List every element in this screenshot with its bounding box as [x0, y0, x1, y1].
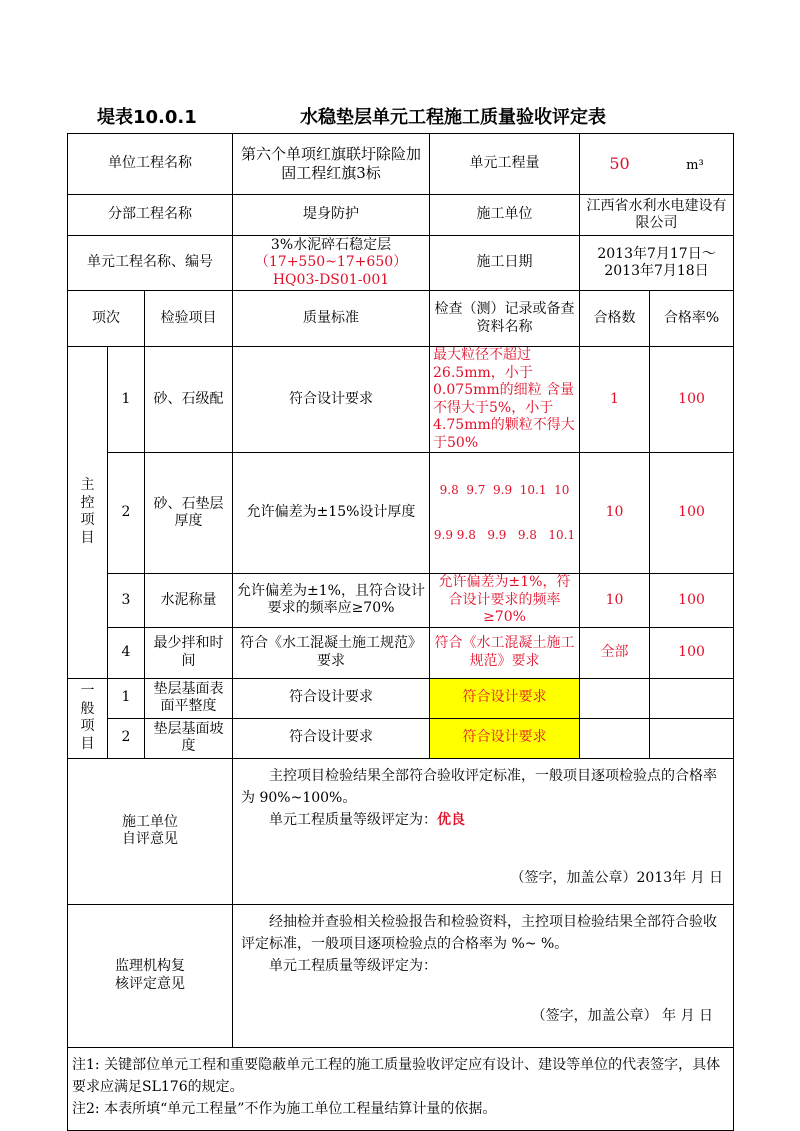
col-pass-count: 合格数 [580, 291, 650, 347]
row-item: 水泥称量 [145, 574, 233, 628]
record-values-line1: 9.8 9.7 9.9 10.1 10 [439, 483, 570, 497]
notes-cell [68, 1047, 734, 1130]
row-no: 1 [108, 347, 145, 453]
row-record: 符合《水工混凝土施工规范》要求 [430, 627, 580, 678]
table-row [68, 347, 734, 453]
row-count: 1 [580, 347, 650, 453]
row-standard: 符合设计要求 [233, 347, 430, 453]
contractor-grade-prefix: 单元工程质量等级评定为： [269, 811, 438, 828]
element-range: （17+550~17+650） [254, 254, 408, 271]
col-quality-standard: 质量标准 [233, 291, 430, 347]
element-code: HQ03-DS01-001 [272, 271, 390, 288]
row-item: 垫层基面表面平整度 [145, 678, 233, 718]
row-record: 允许偏差为±1%，符合设计要求的频率≥70% [430, 574, 580, 628]
main-control-label: 主控项目 [68, 347, 108, 679]
element-value [233, 236, 430, 291]
row-count [580, 718, 650, 758]
supervisor-grade-line: 单元工程质量等级评定为： [269, 957, 438, 974]
contractor-grade-value: 优良 [437, 811, 466, 828]
row-standard: 允许偏差为±15%设计厚度 [233, 453, 430, 574]
supervisor-opinion-label-line1: 监理机构复 [115, 958, 185, 974]
table-row [68, 453, 734, 574]
contractor-signature: （签字，加盖公章）2013年 月 日 [510, 869, 724, 886]
form-code: 堤表10.0.1 [97, 107, 197, 128]
contractor-value: 江西省水利水电建设有限公司 [580, 195, 734, 236]
row-record: 符合设计要求 [430, 718, 580, 758]
date-value: 2013年7月17日～2013年7月18日 [580, 236, 734, 291]
row-no: 1 [108, 678, 145, 718]
row-rate [650, 718, 734, 758]
row-item: 砂、石垫层厚度 [145, 453, 233, 574]
row-rate [650, 678, 734, 718]
contractor-grade-line [241, 809, 725, 831]
row-division [68, 195, 734, 236]
row-no: 3 [108, 574, 145, 628]
row-notes [68, 1047, 734, 1130]
row-record: 最大粒径不超过26.5mm，小于0.075mm的细粒 含量不得大于5%，小于4.75mm的颗粒不得大于50% [430, 347, 580, 453]
row-record: 符合设计要求 [430, 678, 580, 718]
row-rate: 100 [650, 453, 734, 574]
row-standard: 符合设计要求 [233, 678, 430, 718]
quantity-unit: m³ [686, 157, 704, 173]
row-standard: 符合《水工混凝土施工规范》要求 [233, 627, 430, 678]
row-count: 10 [580, 574, 650, 628]
row-record [430, 453, 580, 574]
row-no: 4 [108, 627, 145, 678]
supervisor-opinion-label-line2: 核评定意见 [115, 975, 185, 992]
record-values-line2: 9.9 9.8 9.9 9.8 10.1 [433, 528, 576, 542]
division-label: 分部工程名称 [68, 195, 233, 236]
quality-evaluation-table [67, 133, 734, 1131]
row-rate: 100 [650, 627, 734, 678]
row-rate: 100 [650, 347, 734, 453]
supervisor-opinion-body [233, 904, 734, 1047]
column-header-row [68, 291, 734, 347]
quantity-value: 50 [609, 153, 630, 173]
supervisor-signature: （签字，加盖公章） 年 月 日 [531, 1007, 714, 1024]
row-no: 2 [108, 718, 145, 758]
row-unit-project [68, 134, 734, 195]
col-pass-rate: 合格率% [650, 291, 734, 347]
table-row [68, 627, 734, 678]
col-records: 检查（测）记录或备查资料名称 [430, 291, 580, 347]
row-count: 全部 [580, 627, 650, 678]
date-label: 施工日期 [430, 236, 580, 291]
unit-project-label: 单位工程名称 [68, 134, 233, 195]
row-standard: 符合设计要求 [233, 718, 430, 758]
contractor-opinion-text: 主控项目检验结果全部符合验收评定标准，一般项目逐项检验点的合格率为 90%~100%。 [241, 767, 718, 806]
row-item: 最少拌和时间 [145, 627, 233, 678]
table-row [68, 718, 734, 758]
element-name: 3%水泥碎石稳定层 [270, 236, 392, 253]
row-item: 砂、石级配 [145, 347, 233, 453]
general-label: 一般项目 [68, 678, 108, 758]
supervisor-opinion-text: 经抽检并查验相关检验报告和检验资料，主控项目检验结果全部符合验收评定标准，一般项目逐项检验点的合格率为 %~ %。 [241, 913, 718, 952]
contractor-opinion-label [68, 758, 233, 904]
row-supervisor-opinion [68, 904, 734, 1047]
row-no: 2 [108, 453, 145, 574]
row-element [68, 236, 734, 291]
table-row [68, 574, 734, 628]
col-item-no: 项次 [68, 291, 145, 347]
row-item: 垫层基面坡度 [145, 718, 233, 758]
row-rate: 100 [650, 574, 734, 628]
row-standard: 允许偏差为±1%，且符合设计要求的频率应≥70% [233, 574, 430, 628]
table-row [68, 678, 734, 718]
supervisor-opinion-label [68, 904, 233, 1047]
quantity-label: 单元工程量 [430, 134, 580, 195]
unit-project-value: 第六个单项红旗联圩除险加固工程红旗3标 [233, 134, 430, 195]
contractor-opinion-body [233, 758, 734, 904]
element-label: 单元工程名称、编号 [68, 236, 233, 291]
row-contractor-opinion [68, 758, 734, 904]
row-count: 10 [580, 453, 650, 574]
contractor-opinion-label-line1: 施工单位 [122, 813, 178, 830]
division-value: 堤身防护 [233, 195, 430, 236]
note-1: 注1: 关键部位单元工程和重要隐蔽单元工程的施工质量验收评定应有设计、建设等单位的代表签字，具体要求应满足SL176的规定。 [72, 1056, 721, 1095]
contractor-opinion-label-line2: 自评意见 [122, 831, 178, 847]
form-title: 水稳垫层单元工程施工质量验收评定表 [300, 107, 606, 128]
col-inspection-item: 检验项目 [145, 291, 233, 347]
quantity-cell [580, 134, 734, 195]
note-2: 注2: 本表所填“单元工程量”不作为施工单位工程量结算计量的依据。 [72, 1100, 497, 1117]
contractor-label: 施工单位 [430, 195, 580, 236]
row-count [580, 678, 650, 718]
